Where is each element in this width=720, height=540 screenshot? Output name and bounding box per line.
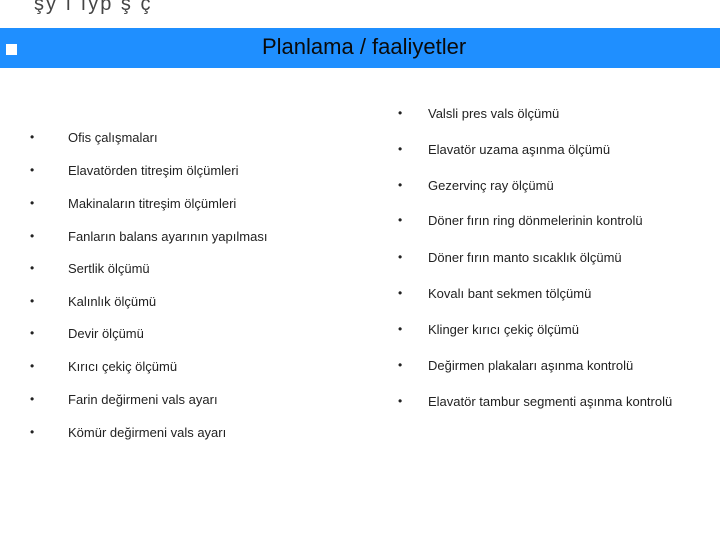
bullet-icon: • xyxy=(398,394,403,408)
list-item-label: Kalınlık ölçümü xyxy=(68,294,157,309)
clipped-heading-fragment xyxy=(34,0,294,28)
list-item-label: Kırıcı çekiç ölçümü xyxy=(68,359,178,374)
bullet-icon: • xyxy=(30,392,35,406)
bullet-icon: • xyxy=(398,178,403,192)
bullet-icon: • xyxy=(30,326,35,340)
list-item-label: Makinaların titreşim ölçümleri xyxy=(68,196,237,211)
bullet-icon: • xyxy=(398,322,403,336)
page-title: Planlama / faaliyetler xyxy=(262,34,467,59)
list-item-label: Döner fırın manto sıcaklık ölçümü xyxy=(428,250,622,265)
list-item-label: Elavatörden titreşim ölçümleri xyxy=(68,163,239,178)
bullet-icon: • xyxy=(30,425,35,439)
bullet-icon: • xyxy=(398,213,403,227)
bullet-icon: • xyxy=(398,358,403,372)
list-item-label: Kovalı bant sekmen tölçümü xyxy=(428,286,592,301)
bullet-icon: • xyxy=(30,359,35,373)
bullet-icon: • xyxy=(30,130,35,144)
list-item-label: Sertlik ölçümü xyxy=(68,261,150,276)
list-item-label: Elavatör tambur segmenti aşınma kontrolü xyxy=(428,394,673,409)
bullet-icon: • xyxy=(30,196,35,210)
list-item-label: Klinger kırıcı çekiç ölçümü xyxy=(428,322,579,337)
list-item-label: Gezervinç ray ölçümü xyxy=(428,178,554,193)
list-item-label: Fanların balans ayarının yapılması xyxy=(68,229,268,244)
bullet-icon: • xyxy=(30,163,35,177)
bullet-icon: • xyxy=(398,106,403,120)
list-item-label: Valsli pres vals ölçümü xyxy=(428,106,560,121)
bullet-icon: • xyxy=(398,286,403,300)
list-item-label: Farin değirmeni vals ayarı xyxy=(68,392,218,407)
square-bullet-icon xyxy=(6,44,17,55)
bullet-icon: • xyxy=(30,229,35,243)
bullet-icon: • xyxy=(30,294,35,308)
list-item-label: Ofis çalışmaları xyxy=(68,130,158,145)
clipped-heading-text: şy ı ıyp ş ç xyxy=(34,0,153,15)
list-item-label: Elavatör uzama aşınma ölçümü xyxy=(428,142,611,157)
bullet-icon: • xyxy=(398,142,403,156)
list-item-label: Kömür değirmeni vals ayarı xyxy=(68,425,227,440)
list-item-label: Devir ölçümü xyxy=(68,326,144,341)
bullet-icon: • xyxy=(30,261,35,275)
list-item-label: Değirmen plakaları aşınma kontrolü xyxy=(428,358,634,373)
bullet-icon: • xyxy=(398,250,403,264)
list-item-label: Döner fırın ring dönmelerinin kontrolü xyxy=(428,213,643,228)
